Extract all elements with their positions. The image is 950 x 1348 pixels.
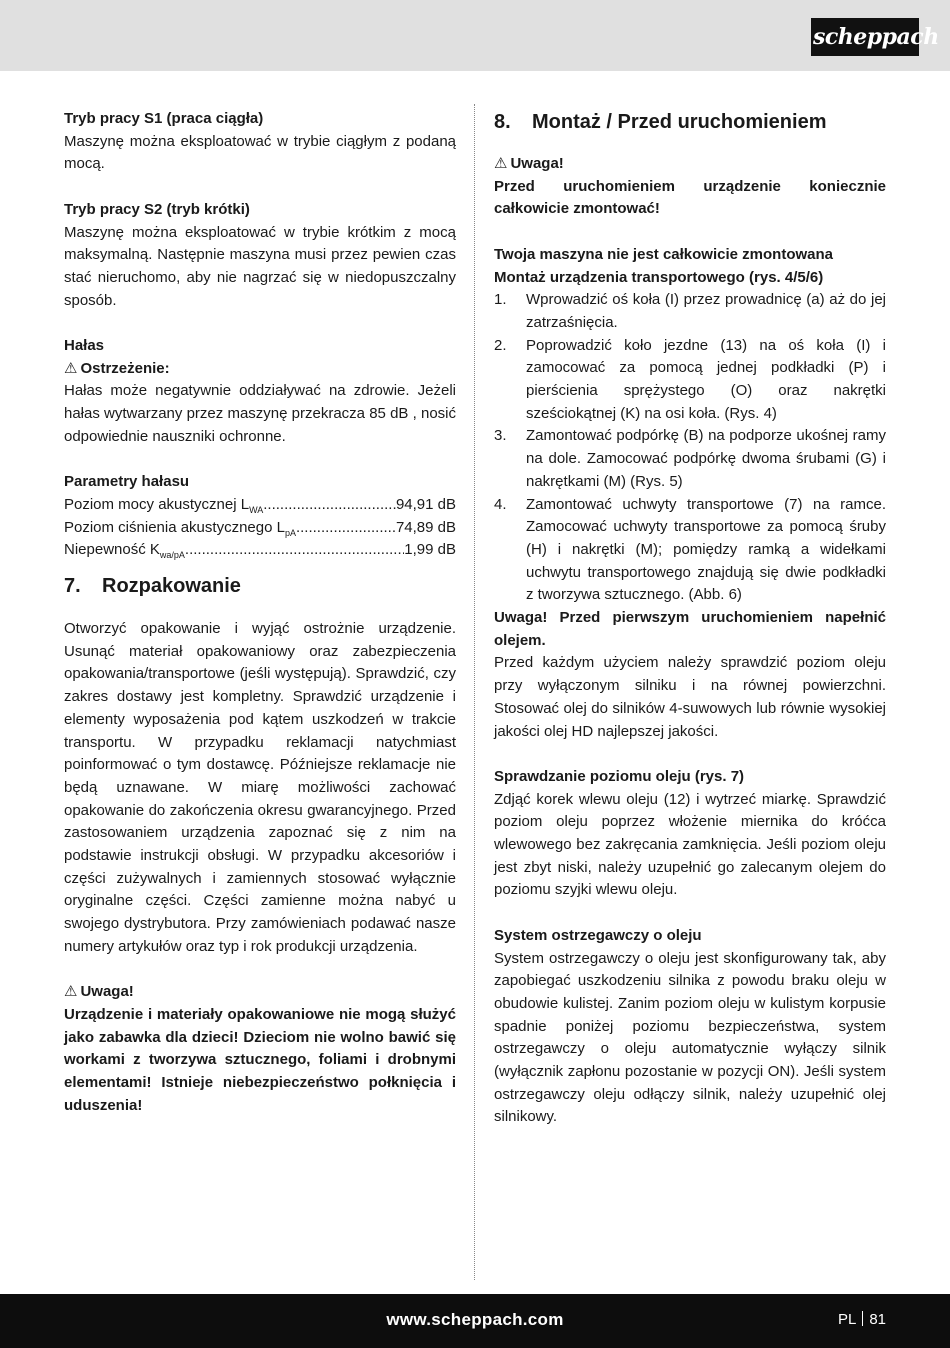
noise-param-row: [64, 517, 456, 540]
list-item: 2. Poprowadzić koło jezdne (13) na oś koła (I) i zamocować za pomocą jednej podkładki (P) i pierścienia sprężystego (O) oraz nakrętki sześciokątnej (K) na osi koła. (Rys. 4): [494, 336, 886, 422]
oil-warning-title: Uwaga! Przed pierwszym uruchomieniem napełnić olejem.: [494, 609, 886, 649]
assembly-steps: [494, 289, 886, 607]
oil-check-title: Sprawdzanie poziomu oleju (rys. 7): [494, 767, 745, 785]
oil-system-text: System ostrzegawczy o oleju jest skonfigurowany tak, aby zapobiegać uszkodzeniu silnika z powodu braku oleju w obudowie kulistej. Zanim poziom oleju w kulistym korpusie spadnie poniżej poziomu bezpieczeństwa, system ostrzegawczy o oleju automatycznie wyłączy silnik (wyłącznik zapłonu pozostanie w pozycji ON). Jeśli system ostrzegawczy oleju odłączy silnik, należy uzupełnić olej silnikowy.: [494, 949, 886, 1126]
warning-triangle-icon: ⚠: [64, 983, 78, 1001]
leader-dots: [185, 539, 404, 562]
noise-params-title: Parametry hałasu: [64, 473, 190, 491]
left-column: [64, 108, 456, 1117]
brand-logo: scheppach: [811, 18, 919, 56]
caution-heading: ⚠ Uwaga!: [494, 155, 564, 172]
caution-text: Urządzenie i materiały opakowaniowe nie mogą służyć jako zabawka dla dzieci! Dzieciom nie wolno bawić się workami z tworzywa sztucznego, foliami i drobnymi elementami! Istnieje niebezpieczeństwo połknięcia i uduszenia!: [64, 1005, 456, 1114]
list-item: 1. Wprowadzić oś koła (I) przez prowadnicę (a) aż do jej zatrzaśnięcia.: [494, 291, 886, 331]
noise-param-row: [64, 539, 456, 562]
website-url: www.scheppach.com: [386, 1310, 564, 1329]
param-value: 74,89 dB: [395, 518, 456, 536]
s2-title: Tryb pracy S2 (tryb krótki): [64, 200, 250, 218]
noise-warning-text: Hałas może negatywnie oddziaływać na zdrowie. Jeżeli hałas wytwarzany przez maszynę przekracza 85 dB , nosić odpowiednie nauszniki ochronne.: [64, 382, 456, 445]
list-item: 4. Zamontować uchwyty transportowe (7) na ramce. Zamocować uchwyty transportowe za pomocą śruby (H) i nakrętki (M); pomiędzy ramką a widełkami uchwytu transportowego znajdują się dwie podkładki z tworzywa sztucznego. (Abb. 6): [494, 495, 886, 604]
oil-system-title: System ostrzegawczy o oleju: [494, 926, 702, 944]
leader-dots: [296, 517, 396, 540]
warning-triangle-icon: ⚠: [494, 155, 508, 172]
header-band: [0, 0, 950, 71]
noise-title: Hałas: [64, 337, 105, 354]
unpack-text: Otworzyć opakowanie i wyjąć ostrożnie urządzenie. Usunąć materiał opakowaniowy oraz zabezpieczenia opakowania/transportowe (jeśli występują). Sprawdzić, czy zakres dostawy jest kompletny. Sprawdzić urządzenie i elementy wyposażenia pod kątem uszkodzeń w trakcie transportu. W przypadku reklamacji natychmiast poinformować o tym dostawcę. Późniejsze reklamacje nie będą uznawane. W miarę możliwości zachować opakowanie do zakończenia okresu gwarancyjnego. Przed zastosowaniem urządzenia zapoznać się z nim na podstawie instrukcji obsługi. W przypadku akcesoriów i części zużywalnych i zamiennych stosować wyłącznie oryginalne części. Części zamienne można nabyć u swojego dystrybutora. Przy zamówieniach podawać nasze numery artykułów oraz typ i rok produkcji urządzenia.: [64, 620, 456, 955]
leader-dots: [263, 494, 396, 517]
transport-title: Montaż urządzenia transportowego (rys. 4/5/6): [494, 268, 824, 286]
section-7-heading: 7. Rozpakowanie: [64, 575, 241, 598]
param-value: 94,91 dB: [395, 495, 456, 513]
s2-text: Maszynę można eksploatować w trybie krótkim z mocą maksymalną. Następnie maszyna musi przez pewien czas stać nieruchomo, aby nie nagrzać się w niedopuszczalny sposób.: [64, 223, 456, 309]
noise-warning-heading: [64, 358, 456, 381]
noise-param-row: [64, 494, 456, 517]
page-number: 81: [869, 1311, 886, 1328]
page-indicator: [838, 1311, 886, 1328]
language-code: PL: [837, 1311, 857, 1328]
s1-title: Tryb pracy S1 (praca ciągła): [64, 110, 264, 127]
noise-warning-label: Ostrzeżenie:: [80, 359, 170, 377]
param-label: Poziom ciśnienia akustycznego $L_{pA}$: [64, 518, 296, 538]
warning-triangle-icon: ⚠: [64, 359, 78, 377]
list-item: 3. Zamontować podpórkę (B) na podporze ukośnej ramy na dole. Zamocować podpórkę dwoma śrubami (G) i nakrętkami (M) (Rys. 5): [494, 427, 886, 490]
not-assembled-title: Twoja maszyna nie jest całkowicie zmontowana: [494, 245, 833, 263]
column-divider: [474, 104, 475, 1280]
oil-check-text: Zdjąć korek wlewu oleju (12) i wytrzeć miarkę. Sprawdzić poziom oleju poprzez włożenie miernika do króćca wlewowego bez zakręcania zamknięcia. Jeśli poziom oleju jest zbyt niski, należy uzupełnić go zalecanym olejem do poziomu szyjki wlewu oleju.: [494, 790, 886, 899]
caution-heading: ⚠ Uwaga!: [64, 983, 134, 1001]
right-column: [494, 108, 886, 1129]
s1-text: Maszynę można eksploatować w trybie ciągłym z podaną mocą.: [64, 132, 456, 173]
footer: [0, 1294, 950, 1348]
param-label: Niepewność $K_{wa/pA}$: [64, 541, 185, 561]
param-label: Poziom mocy akustycznej $L_{WA}$: [64, 495, 264, 515]
param-value: 1,99 dB: [404, 541, 456, 559]
assemble-caution-text: Przed uruchomieniem urządzenie koniecznie całkowicie zmontować!: [494, 177, 886, 218]
section-8-heading: 8. Montaż / Przed uruchomieniem: [494, 111, 827, 133]
oil-warning-text: Przed każdym użyciem należy sprawdzić poziom oleju przy wyłączonym silniku i na równej powierzchni. Stosować olej do silników 4-suwowych lub równie wysokiej jakości olej HD najlepszej jakości.: [494, 654, 886, 740]
